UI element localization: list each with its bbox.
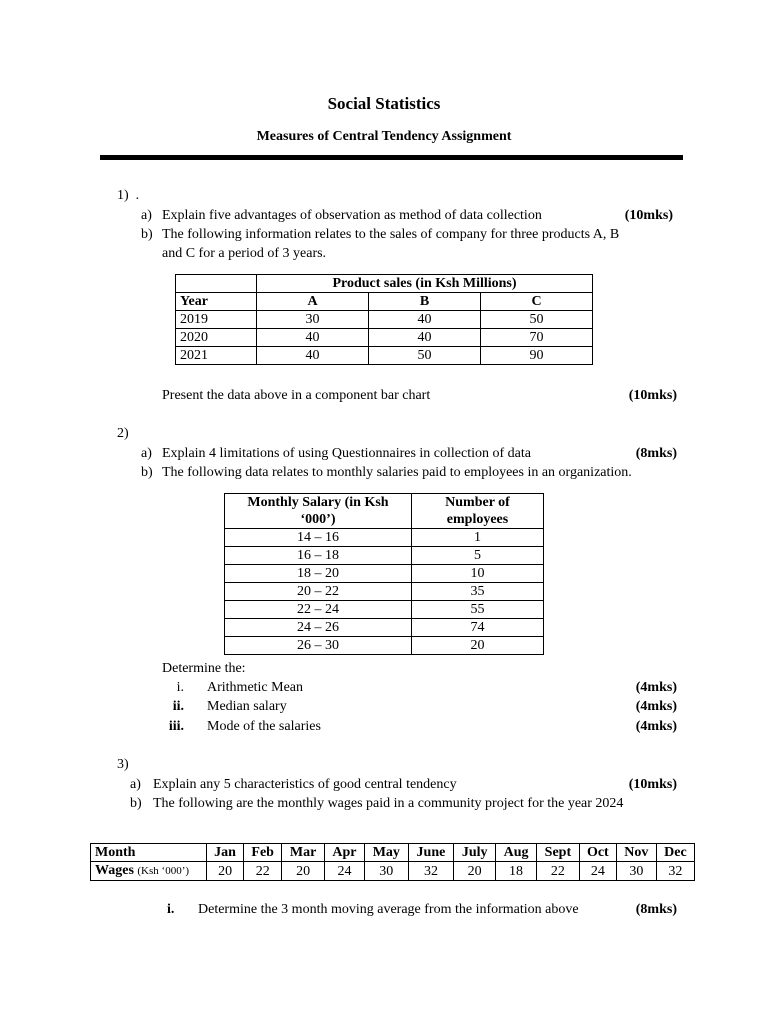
table-cell: 74	[412, 619, 544, 637]
table-cell: 40	[257, 347, 369, 365]
wage-cell: 24	[324, 862, 364, 881]
q2-item-ii-marks: (4mks)	[635, 699, 677, 714]
table-cell: 50	[369, 347, 481, 365]
q2-a-label: a)	[141, 446, 152, 461]
q2-item-iii-label: iii.	[168, 719, 184, 734]
salary-table	[224, 493, 544, 655]
wage-cell: 20	[207, 862, 244, 881]
col-header-a: A	[257, 293, 369, 311]
table-row	[225, 637, 544, 655]
table-cell: 20 – 22	[225, 583, 412, 601]
q1-b-text-line2: and C for a period of 3 years.	[162, 246, 327, 261]
table-cell: 16 – 18	[225, 547, 412, 565]
table-row	[225, 601, 544, 619]
q2-item-ii-text: Median salary	[207, 699, 287, 714]
q3-number: 3)	[117, 757, 129, 772]
wage-cell: 30	[364, 862, 408, 881]
col-header-employees-line1: Number of	[445, 495, 510, 510]
q3-a-marks: (10mks)	[628, 777, 677, 792]
table-cell: 2020	[176, 329, 257, 347]
table-header-row	[176, 293, 593, 311]
wage-cell: 20	[282, 862, 325, 881]
wages-table	[90, 843, 695, 881]
q1-a-text: Explain five advantages of observation as method of data collection	[162, 208, 542, 223]
table-row-wages	[91, 862, 695, 881]
wage-cell: 22	[537, 862, 580, 881]
table-cell: 2019	[176, 311, 257, 329]
month-cell: Nov	[616, 844, 656, 862]
q2-number: 2)	[117, 426, 129, 441]
q3-b-label: b)	[130, 796, 142, 811]
month-cell: Oct	[579, 844, 616, 862]
table-row	[176, 329, 593, 347]
month-cell: Apr	[324, 844, 364, 862]
table-cell: 22 – 24	[225, 601, 412, 619]
table-header-row	[225, 494, 544, 529]
wage-cell: 30	[616, 862, 656, 881]
table-row	[176, 311, 593, 329]
wage-cell: 32	[408, 862, 454, 881]
q1-a-label: a)	[141, 208, 152, 223]
table-row	[225, 565, 544, 583]
col-header-b: B	[369, 293, 481, 311]
col-header-year: Year	[176, 293, 257, 311]
table-row	[225, 583, 544, 601]
table-row	[225, 619, 544, 637]
table-cell: 70	[481, 329, 593, 347]
table-cell: 40	[369, 311, 481, 329]
wage-cell: 20	[454, 862, 496, 881]
table-cell: 30	[257, 311, 369, 329]
q2-item-iii-marks: (4mks)	[635, 719, 677, 734]
table-cell: 55	[412, 601, 544, 619]
table-cell: 20	[412, 637, 544, 655]
table-row	[225, 547, 544, 565]
q3-a-label: a)	[130, 777, 141, 792]
col-header-salary	[225, 494, 412, 529]
q2-b-text: The following data relates to monthly salaries paid to employees in an organization.	[162, 465, 632, 480]
row-header-wages	[91, 862, 207, 881]
table-cell: 18 – 20	[225, 565, 412, 583]
col-header-employees-line2: employees	[446, 512, 509, 527]
row-header-wages-unit: (Ksh ‘000’)	[137, 865, 190, 877]
col-header-employees	[412, 494, 544, 529]
row-header-month: Month	[91, 844, 207, 862]
month-cell: Feb	[244, 844, 282, 862]
table-cell: 50	[481, 311, 593, 329]
table-cell: 35	[412, 583, 544, 601]
q2-item-i-text: Arithmetic Mean	[207, 680, 304, 695]
q2-b-label: b)	[141, 465, 153, 480]
page-title: Social Statistics	[327, 94, 441, 113]
month-cell: June	[408, 844, 454, 862]
col-header-salary-line2: ‘000’)	[300, 512, 336, 527]
table-cell: 14 – 16	[225, 529, 412, 547]
row-header-wages-label: Wages	[95, 863, 134, 878]
q2-item-ii-label: ii.	[172, 699, 184, 714]
wage-cell: 22	[244, 862, 282, 881]
q3-i-text: Determine the 3 month moving average from the information above	[198, 902, 579, 917]
table-cell: 40	[369, 329, 481, 347]
q1-number	[117, 187, 139, 205]
page-subtitle: Measures of Central Tendency Assignment	[256, 129, 512, 144]
q1-task: Present the data above in a component bar chart	[162, 388, 431, 403]
q2-determine: Determine the:	[162, 661, 246, 676]
col-header-salary-line1: Monthly Salary (in Ksh	[247, 495, 389, 510]
table-cell: 90	[481, 347, 593, 365]
q1-task-marks: (10mks)	[628, 388, 677, 403]
q3-a-text: Explain any 5 characteristics of good central tendency	[153, 777, 457, 792]
month-cell: July	[454, 844, 496, 862]
table-row	[225, 529, 544, 547]
wage-cell: 18	[496, 862, 537, 881]
table-cell: 40	[257, 329, 369, 347]
q3-b-text: The following are the monthly wages paid in a community project for the year 2024	[153, 796, 624, 811]
q2-item-i-marks: (4mks)	[635, 680, 677, 695]
month-cell: Sept	[537, 844, 580, 862]
q1-a-marks: (10mks)	[624, 208, 673, 223]
q3-i-label: i.	[167, 902, 175, 917]
q1-number-suffix: .	[135, 188, 140, 203]
month-cell: Jan	[207, 844, 244, 862]
table-row-months	[91, 844, 695, 862]
month-cell: Mar	[282, 844, 325, 862]
table-cell: 5	[412, 547, 544, 565]
q2-item-iii-text: Mode of the salaries	[207, 719, 321, 734]
table-row	[176, 347, 593, 365]
table-title-row	[176, 275, 593, 293]
month-cell: Aug	[496, 844, 537, 862]
table-cell: 10	[412, 565, 544, 583]
q1-b-label: b)	[141, 227, 153, 242]
product-sales-table	[175, 274, 593, 365]
table-cell	[176, 275, 257, 293]
q2-a-text: Explain 4 limitations of using Questionnaires in collection of data	[162, 446, 531, 461]
wage-cell: 32	[656, 862, 694, 881]
q1-number-label: 1)	[117, 188, 129, 203]
col-header-c: C	[481, 293, 593, 311]
wage-cell: 24	[579, 862, 616, 881]
q1-b-text-line1: The following information relates to the sales of company for three products A, B	[162, 227, 620, 242]
table-cell: 2021	[176, 347, 257, 365]
month-cell: May	[364, 844, 408, 862]
q3-i-marks: (8mks)	[635, 902, 677, 917]
title-divider	[100, 155, 683, 160]
table-cell: 26 – 30	[225, 637, 412, 655]
q2-a-marks: (8mks)	[635, 446, 677, 461]
table-title: Product sales (in Ksh Millions)	[257, 275, 593, 293]
table-cell: 24 – 26	[225, 619, 412, 637]
table-cell: 1	[412, 529, 544, 547]
month-cell: Dec	[656, 844, 694, 862]
q2-item-i-label: i.	[176, 680, 184, 695]
